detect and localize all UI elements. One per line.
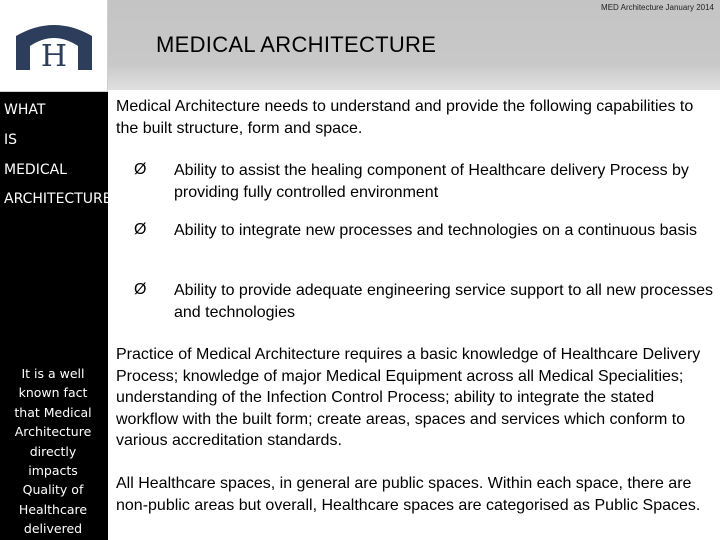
header-banner xyxy=(108,0,720,90)
bullet-item-2: Ability to integrate new processes and technologies on a continuous basis xyxy=(174,222,697,239)
paragraph-practice: Practice of Medical Architecture requires a basic knowledge of Healthcare Delivery Process; knowledge of major Medical Equipment across all Medical Specialities; understanding of the Infection Control Process; ability to integrate the stated workflow with the built form; create areas, spaces and services which conform to various accreditation standards. xyxy=(116,346,701,449)
sidebar-heading-line-1: WHAT xyxy=(4,102,46,118)
sidebar-heading-line-4: ARCHITECTURE xyxy=(4,191,112,207)
header-date: MED Architecture January 2014 xyxy=(601,3,714,12)
sidebar-heading-line-3: MEDICAL xyxy=(4,162,67,178)
bullet-arrow-icon: Ø xyxy=(134,221,147,238)
logo-box xyxy=(0,0,108,92)
bullet-arrow-icon: Ø xyxy=(134,161,147,178)
sidebar-heading-line-2: IS xyxy=(4,132,18,148)
bullet-item-1: Ability to assist the healing component of Healthcare delivery Process by providing fully controlled environment xyxy=(174,162,689,201)
sidebar-note: It is a well known fact that Medical Architecture directly impacts Quality of Healthcare delivered xyxy=(14,366,92,537)
bullet-item-3: Ability to provide adequate engineering service support to all new processes and technologies xyxy=(174,282,713,321)
logo-letter: H xyxy=(40,39,68,72)
intro-text: Medical Architecture needs to understand and provide the following capabilities to the built structure, form and space. xyxy=(116,98,694,137)
paragraph-public-spaces: All Healthcare spaces, in general are public spaces. Within each space, there are non-public areas but overall, Healthcare spaces are categorised as Public Spaces. xyxy=(116,475,701,514)
bullet-arrow-icon: Ø xyxy=(134,281,147,298)
logo-arch-icon xyxy=(14,20,94,72)
page-title: MEDICAL ARCHITECTURE xyxy=(156,32,437,57)
sidebar xyxy=(0,0,112,540)
